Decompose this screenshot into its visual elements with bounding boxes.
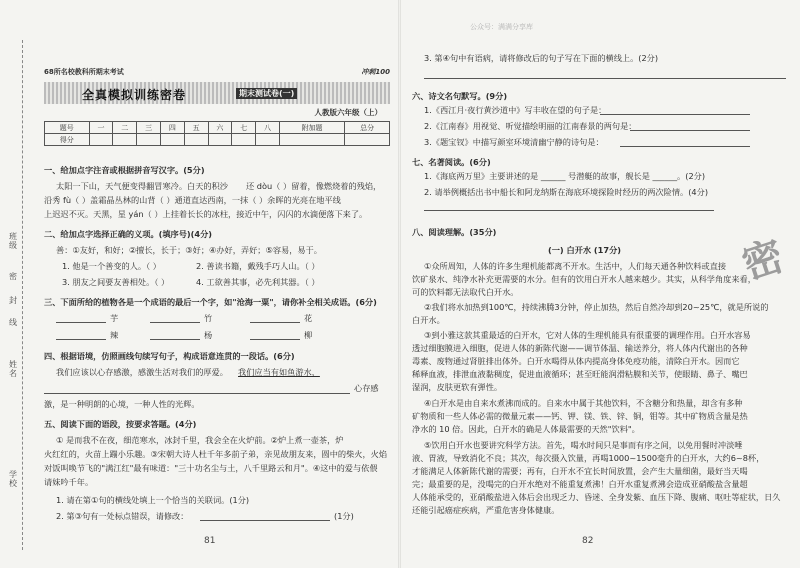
q4-title: 四、根据语境，仿照画线句续写句子，构成语意连贯的一段话。(6分) <box>44 351 295 361</box>
q3-char-1: 芋 <box>110 313 119 323</box>
q4-line-2: 激，是一种明朗的心境，一种人性的光辉。 <box>44 399 200 409</box>
score-input-cell[interactable] <box>137 134 161 146</box>
watermark: 公众号：满满分享库 <box>470 23 533 31</box>
passage-p5-line: 完；最重要的是，没喝完的白开水绝对不能重复煮沸！白开水重复煮沸会造成亚硝酸盐含量超 <box>412 479 748 489</box>
school-label: 学校 <box>9 470 17 488</box>
seal-char-2: 封 <box>9 296 17 305</box>
q1-line-1b: 还 dòu（ ）留着，像燃烧着的残焰， <box>246 181 382 191</box>
passage-p5-line: 还能引起癌症疾病，严重危害身体健康。 <box>412 505 560 515</box>
stamp-char: 密 <box>736 232 790 289</box>
q1-title: 一、给加点字注音或根据拼音写汉字。(5分) <box>44 165 205 175</box>
q6-line-2: 2.《江南春》用视觉、听觉描绘明丽的江南春景的两句是： <box>424 121 637 131</box>
q5-line-1: ① 是而我不在夜，细范寒水，冰封千里，我会全在火炉前。②炉上煮一壶茶，炉 <box>56 435 344 445</box>
score-input-cell[interactable] <box>232 134 256 146</box>
seal-char-1: 密 <box>9 272 17 281</box>
brand-name: 冲刺100 <box>361 68 390 76</box>
score-cell: 总分 <box>345 122 390 134</box>
exam-tag: 期末测试卷(一) <box>236 88 297 99</box>
passage-p4-line: ④白开水是由自来水煮沸而成的。自来水中属于其他饮料，不含糖分和热量，却含有多种 <box>424 398 743 408</box>
passage-p1-line: 可的饮料都无法取代白开水。 <box>412 287 519 297</box>
passage-p3-line: 稀释血液，排泄血液黏稠度，促进血液循环；甚至旺能润滑粘膜和关节，使眼睛、鼻子、嘴巴 <box>412 369 748 379</box>
q5-sub-1: 1. 请在第①句的横线处填上一个恰当的关联词。(1分) <box>56 495 250 505</box>
passage-p5-line: 液、胃液，导致消化不良；其次，每次摄入饮量，再喝1000~1500毫升的白开水，大约6~8杯， <box>412 453 765 463</box>
score-input-cell[interactable] <box>160 134 184 146</box>
q2-item-2: 2. 善读书籍，戴残手巧人山。（ ） <box>196 261 320 271</box>
q3-blank-1[interactable] <box>56 322 106 323</box>
name-label: 姓名 <box>9 360 17 378</box>
q3-blank-5[interactable] <box>150 339 200 340</box>
passage-p1-line: 饮矿泉水、纯净水补充更需要的水分。但有的饮用白开水人越来越少。其实，从科学角度来看， <box>412 274 756 284</box>
q3-title: 三、下面所给的植物各是一个成语的最后一个字，如"沧海一粟"，请你补全相关成语。(6分) <box>44 297 377 307</box>
score-input-cell[interactable] <box>89 134 113 146</box>
q2-item-3: 3. 朋友之间要友善相处。（ ） <box>62 277 170 287</box>
binding-line <box>22 40 23 550</box>
page-number-left: 81 <box>204 536 216 546</box>
q1-line-2: 沿秀 fù（ ）盖霜晶丛林的山背（ ）通道直达西南，一抹（ ）余晖的光亮在地平线 <box>44 195 341 205</box>
q5-sub-2: 2. 第③句有一处标点错误，请修改： <box>56 511 189 521</box>
score-input-cell[interactable] <box>113 134 137 146</box>
q1-line-3: 上迟迟不灭。天黑，星 yán（ ）上挂着长长的冰柱，接近中午，闪闪的水滴便落下来了。 <box>44 209 368 219</box>
score-cell: 得分 <box>45 134 90 146</box>
series-name: 68所名校教科所期末考试 <box>44 68 124 76</box>
exam-header <box>44 64 390 82</box>
score-cell: 三 <box>137 122 161 134</box>
passage-p4-line: 矿物质和一些人体必需的微量元素——钙、钾、镁、铁、锌、铜，钼等。其中矿物质含量是热 <box>412 411 748 421</box>
q6-line-1: 1.《西江月·夜行黄沙道中》写丰收在望的句子是： <box>424 105 607 115</box>
passage-p5-line: 才能满足人体新陈代谢的需要；再有，白开水不宜长时间放置，会产生大量细菌，最好当天喝 <box>412 466 748 476</box>
q6-answer-1[interactable] <box>600 114 750 115</box>
score-input-cell[interactable] <box>345 134 390 146</box>
q3-blank-4[interactable] <box>56 339 106 340</box>
score-cell: 五 <box>184 122 208 134</box>
q6-answer-3[interactable] <box>620 146 750 147</box>
q5-line-4: 请妹吟千年。 <box>44 477 94 487</box>
q2-item-1: 1. 他是一个善变的人。（ ） <box>62 261 161 271</box>
q3-blank-6[interactable] <box>250 339 300 340</box>
score-cell: 七 <box>232 122 256 134</box>
q8-title: 八、阅读理解。(35分) <box>412 227 497 237</box>
passage-p3-line: ③到小雅这款其重最适的白开水，它对人体的生理机能具有很重要的调理作用。白开水容易 <box>424 330 751 340</box>
passage-p1-line: ①众所周知，人体的许多生理机能都离不开水。生活中，人们每天通各种饮料或直接 <box>424 261 727 271</box>
q2-line-1: 善：①友好，和好；②擅长，长于；③好；④办好，弄好；⑤容易，易于。 <box>56 245 322 255</box>
passage-p5-line: ⑤饮用白开水也要讲究科学方法。首先，喝水时间只是事而有序之间，以免用餐时冲淡唾 <box>424 440 743 450</box>
confidential-stamp <box>728 215 800 305</box>
page-fold <box>398 0 401 568</box>
passage-p5-line: 人体能承受的，亚硝酸盐进入体后会出现乏力、昏迷、全身发紫、血压下降、腹痛、呕吐等症状，日久 <box>412 492 781 502</box>
q3-blank-3[interactable] <box>250 322 300 323</box>
q3-char-2: 竹 <box>204 313 213 323</box>
q3-blank-2[interactable] <box>150 322 200 323</box>
class-label: 班级 <box>9 232 17 250</box>
score-cell: 八 <box>256 122 280 134</box>
r-q5-sub-3-answer-line[interactable] <box>424 78 786 79</box>
score-cell: 六 <box>208 122 232 134</box>
seal-char-3: 线 <box>9 318 17 327</box>
q4-underlined-sentence: 我们应当有如鱼游水， <box>238 367 320 377</box>
r-q5-sub-3: 3. 第④句中有语病，请将修改后的句子写在下面的横线上。(2分) <box>424 53 659 63</box>
q3-char-3: 花 <box>304 313 313 323</box>
q3-char-5: 杨 <box>204 330 213 340</box>
score-cell: 题号 <box>45 122 90 134</box>
score-input-cell[interactable] <box>208 134 232 146</box>
score-table <box>44 121 390 146</box>
q5-line-3: 对饭叫唤节飞的"满江红"最有味道："三十功名尘与土，八千里路云和月"。④这中的爱与依偎 <box>44 463 378 473</box>
passage-p2-line: ②我们将水加热到100℃，持续沸腾3分钟，停止加热，然后自然冷却到20~25℃，就是所说的 <box>424 302 769 312</box>
q7-line-1: 1.《海底两万里》主要讲述的是 ______ 号潜艇的故事，舰长是 ______。(2分) <box>424 171 706 181</box>
q5-sub-2-score: (1分) <box>334 511 354 521</box>
q3-char-6: 柳 <box>304 330 313 340</box>
q4-line-1d: 心存感 <box>354 383 379 393</box>
passage-title: (一) 白开水 (17分) <box>548 245 622 255</box>
edition-label: 人教版六年级（上） <box>314 108 382 117</box>
score-cell: 四 <box>160 122 184 134</box>
passage-p4-line: 净水的 10 倍。因此，白开水的确是人体最需要的天然"饮料"。 <box>412 424 640 434</box>
score-input-cell[interactable] <box>256 134 280 146</box>
q5-title: 五、阅读下面的语段，按要求答题。(4分) <box>44 419 197 429</box>
exam-title: 全真模拟训练密卷 <box>82 88 187 102</box>
score-input-cell[interactable] <box>279 134 344 146</box>
score-input-cell[interactable] <box>184 134 208 146</box>
q5-sub-2-answer-line[interactable] <box>200 520 330 521</box>
score-cell: 二 <box>113 122 137 134</box>
q7-line-2: 2. 请举例概括出书中船长和阿龙纳斯在海底环境探险时经历的两次险情。(4分) <box>424 187 709 197</box>
q4-answer-line[interactable] <box>44 393 350 394</box>
passage-p3-line: 透过细胞膜进入细胞，促进人体的新陈代谢——调节体温、输送养分，将人体内代谢出的各种 <box>412 343 748 353</box>
passage-p2-line: 白开水。 <box>412 315 445 325</box>
q6-answer-2[interactable] <box>630 130 750 131</box>
passage-p3-line: 毒素、废物通过肾脏排出体外。白开水喝得从体内提高身体免疫功能，清除白开水。因而它 <box>412 356 740 366</box>
q7-title: 七、名著阅读。(6分) <box>412 157 491 167</box>
q5-line-2: 火红红的，火苗上蹦小乐趣。③宋朝大诗人杜千年多前子弟，亲见故朋友来，圆中的柴火，火焰 <box>44 449 388 459</box>
q3-char-4: 辣 <box>110 330 119 340</box>
q2-item-4: 4. 工欲善其事，必先利其器。（ ） <box>196 277 320 287</box>
page-number-right: 82 <box>582 536 594 546</box>
q6-title: 六、诗文名句默写。(9分) <box>412 91 508 101</box>
score-cell: 附加题 <box>279 122 344 134</box>
score-table-score-row <box>45 134 390 146</box>
binding-strip <box>0 0 34 568</box>
q6-line-3: 3.《题宝钗》中描写颜室环境清幽宁静的诗句是： <box>424 137 604 147</box>
passage-p3-line: 湿润，皮肤更软有弹性。 <box>412 382 503 392</box>
q2-title: 二、给加点字选择正确的义项。(填序号)(4分) <box>44 229 213 239</box>
score-cell: 一 <box>89 122 113 134</box>
score-table-header-row <box>45 122 390 134</box>
q1-line-1a: 太阳一下山，天气便变得翻冒寒冷。白天的积沙 <box>56 181 228 191</box>
q7-answer-line-1[interactable] <box>424 210 714 211</box>
q4-line-1a: 我们应该以心存感激，感激生活对我们的厚爱。 <box>56 367 228 377</box>
